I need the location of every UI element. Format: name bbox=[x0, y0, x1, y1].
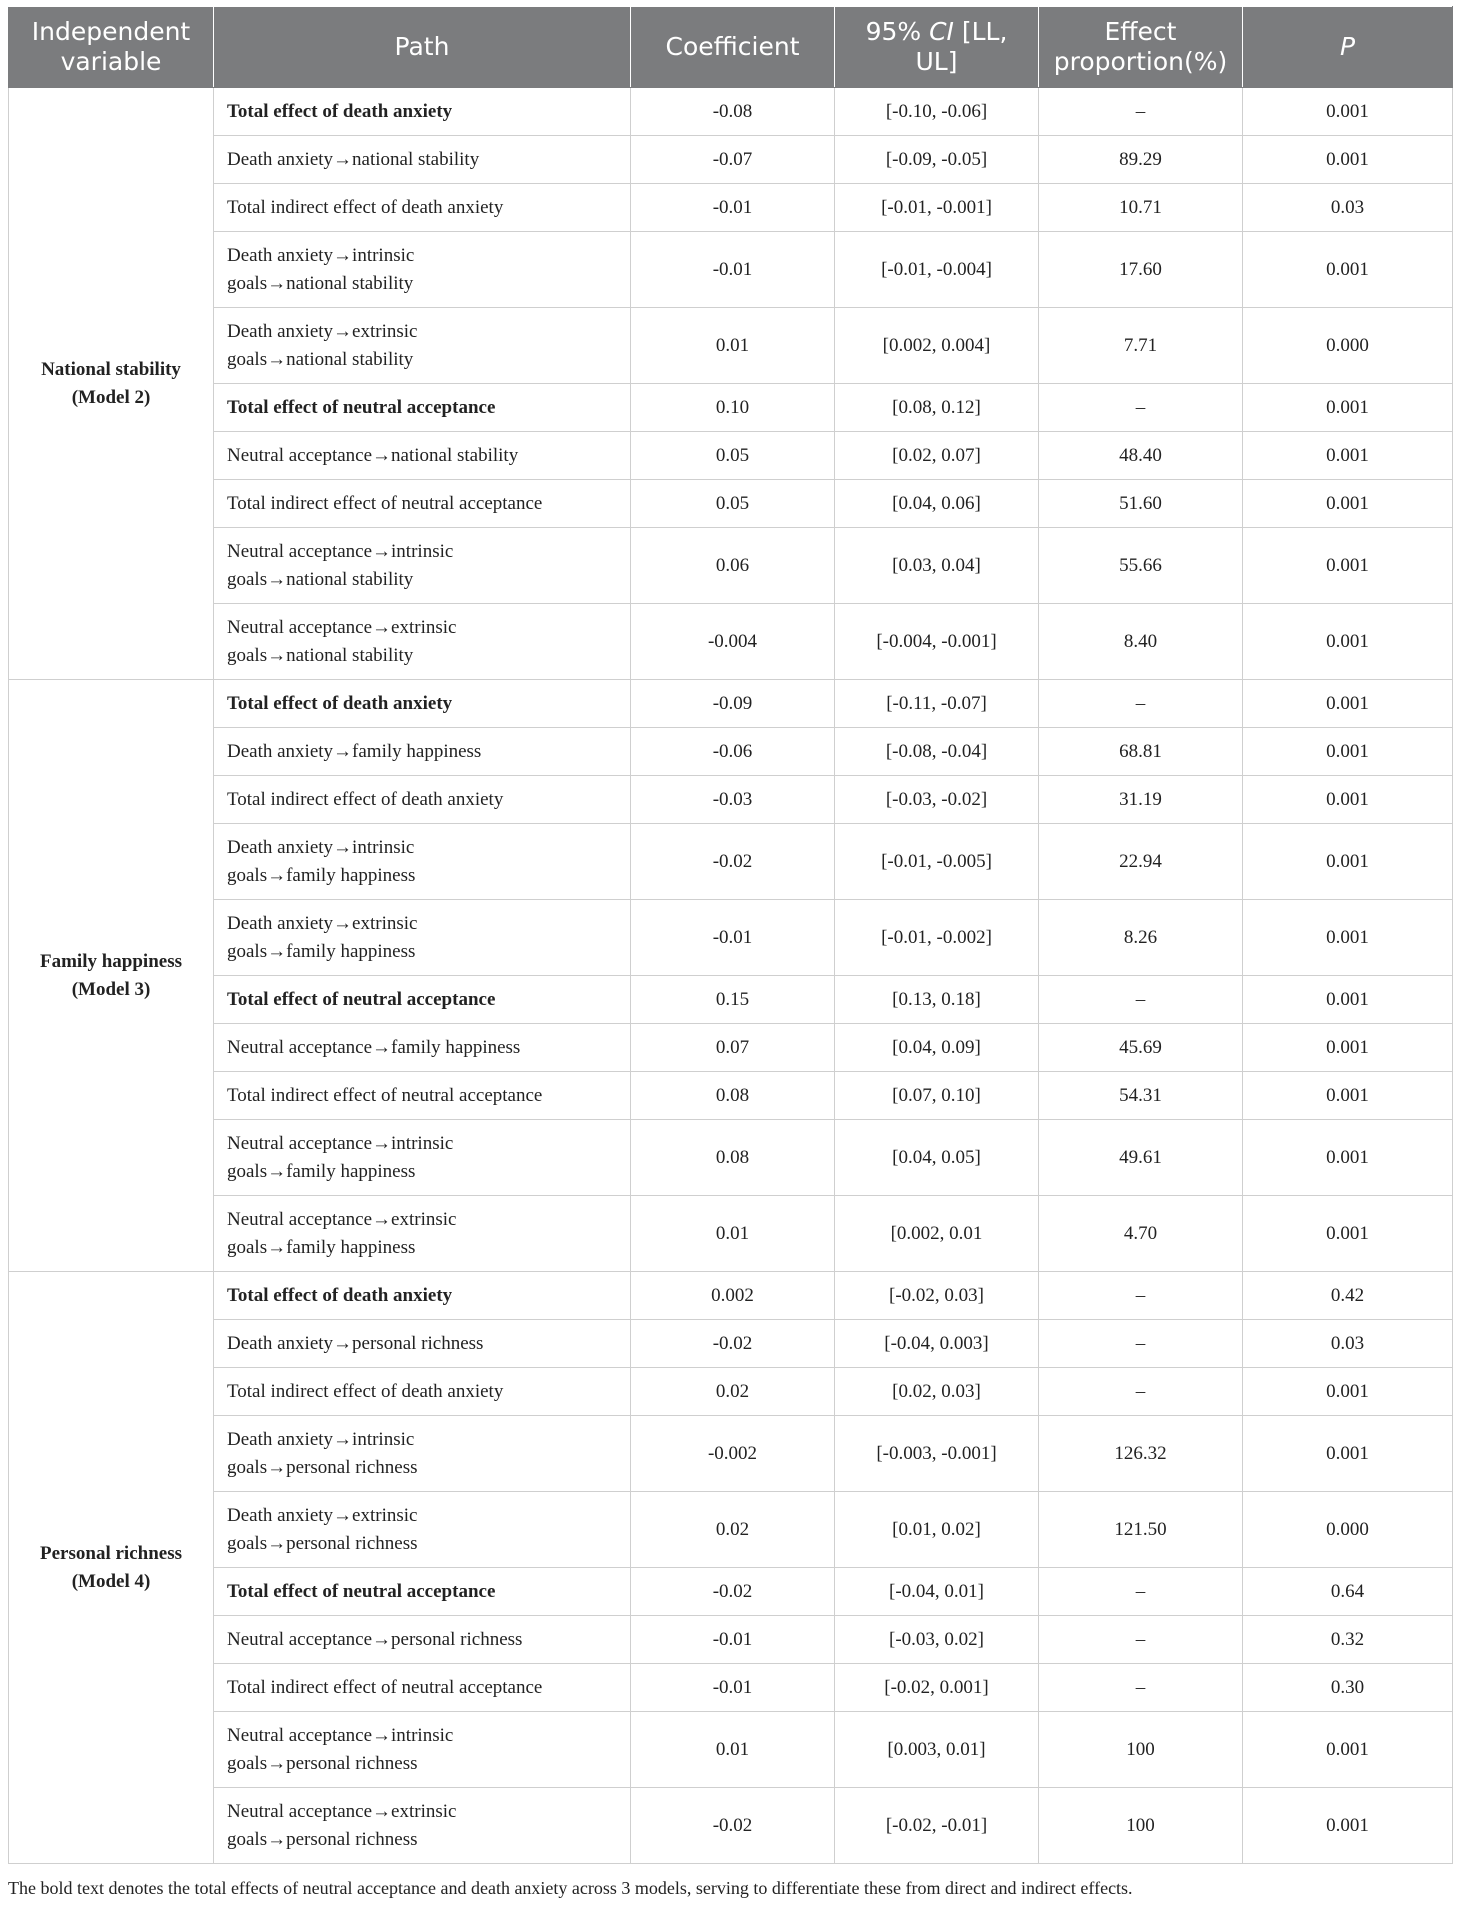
p-value-cell: 0.001 bbox=[1243, 824, 1453, 900]
path-text: Total effect of neutral acceptance bbox=[227, 396, 496, 418]
effect-proportion-cell: 126.32 bbox=[1039, 1416, 1243, 1492]
path-cell bbox=[214, 432, 631, 480]
header-coefficient: Coefficient bbox=[631, 7, 835, 88]
effect-proportion-cell: 4.70 bbox=[1039, 1196, 1243, 1272]
ci-cell: [-0.01, -0.001] bbox=[835, 184, 1039, 232]
path-text: Total effect of death anxiety bbox=[227, 100, 453, 122]
path-text: Death anxiety→intrinsic bbox=[227, 836, 415, 858]
path-cell bbox=[214, 1492, 631, 1568]
coefficient-cell: 0.08 bbox=[631, 1072, 835, 1120]
table-row bbox=[9, 824, 1453, 900]
path-text: Total effect of death anxiety bbox=[227, 1284, 453, 1306]
ci-cell: [0.13, 0.18] bbox=[835, 976, 1039, 1024]
p-value-cell: 0.64 bbox=[1243, 1568, 1453, 1616]
table-row bbox=[9, 1568, 1453, 1616]
coefficient-cell: -0.08 bbox=[631, 88, 835, 136]
table-row bbox=[9, 1320, 1453, 1368]
path-text-continued: goals→personal richness bbox=[227, 1456, 418, 1478]
path-cell bbox=[214, 728, 631, 776]
coefficient-cell: -0.07 bbox=[631, 136, 835, 184]
path-text: Total indirect effect of neutral acceptance bbox=[227, 1084, 543, 1106]
effect-proportion-cell: – bbox=[1039, 1320, 1243, 1368]
effect-proportion-cell: 100 bbox=[1039, 1788, 1243, 1864]
table-row bbox=[9, 1492, 1453, 1568]
header-effect-proportion: Effect proportion(%) bbox=[1039, 7, 1243, 88]
header-ci bbox=[835, 7, 1039, 88]
effect-proportion-cell: – bbox=[1039, 384, 1243, 432]
path-text: Total indirect effect of death anxiety bbox=[227, 196, 504, 218]
ci-cell: [0.003, 0.01] bbox=[835, 1712, 1039, 1788]
coefficient-cell: -0.03 bbox=[631, 776, 835, 824]
table-row bbox=[9, 88, 1453, 136]
path-cell bbox=[214, 384, 631, 432]
coefficient-cell: 0.07 bbox=[631, 1024, 835, 1072]
group-name: National stability bbox=[41, 358, 181, 380]
table-row bbox=[9, 384, 1453, 432]
path-cell bbox=[214, 604, 631, 680]
coefficient-cell: -0.01 bbox=[631, 900, 835, 976]
coefficient-cell: -0.09 bbox=[631, 680, 835, 728]
path-text: Death anxiety→extrinsic bbox=[227, 912, 418, 934]
path-text: Neutral acceptance→extrinsic bbox=[227, 1208, 457, 1230]
p-value-cell: 0.001 bbox=[1243, 232, 1453, 308]
p-value-cell: 0.001 bbox=[1243, 1196, 1453, 1272]
effect-proportion-cell: – bbox=[1039, 1664, 1243, 1712]
coefficient-cell: -0.002 bbox=[631, 1416, 835, 1492]
path-cell bbox=[214, 1568, 631, 1616]
path-text: Total indirect effect of death anxiety bbox=[227, 1380, 504, 1402]
path-cell bbox=[214, 136, 631, 184]
p-value-cell: 0.001 bbox=[1243, 528, 1453, 604]
effect-proportion-cell: – bbox=[1039, 1368, 1243, 1416]
path-cell bbox=[214, 1788, 631, 1864]
path-text: Death anxiety→national stability bbox=[227, 148, 480, 170]
header-p bbox=[1243, 7, 1453, 88]
coefficient-cell: 0.002 bbox=[631, 1272, 835, 1320]
effect-proportion-cell: 49.61 bbox=[1039, 1120, 1243, 1196]
path-cell bbox=[214, 88, 631, 136]
path-cell bbox=[214, 900, 631, 976]
path-cell bbox=[214, 184, 631, 232]
coefficient-cell: 0.01 bbox=[631, 1196, 835, 1272]
ci-cell: [-0.01, -0.005] bbox=[835, 824, 1039, 900]
path-text: Neutral acceptance→personal richness bbox=[227, 1628, 523, 1650]
path-text: Neutral acceptance→intrinsic bbox=[227, 540, 454, 562]
ci-cell: [-0.02, -0.01] bbox=[835, 1788, 1039, 1864]
table-container bbox=[8, 6, 1452, 1864]
path-cell bbox=[214, 1664, 631, 1712]
effect-proportion-cell: 17.60 bbox=[1039, 232, 1243, 308]
path-cell bbox=[214, 1072, 631, 1120]
effect-proportion-cell: 48.40 bbox=[1039, 432, 1243, 480]
path-cell bbox=[214, 776, 631, 824]
table-row bbox=[9, 604, 1453, 680]
p-value-cell: 0.001 bbox=[1243, 432, 1453, 480]
group-name: Family happiness bbox=[39, 950, 182, 972]
path-text-continued: goals→national stability bbox=[227, 272, 414, 294]
coefficient-cell: 0.06 bbox=[631, 528, 835, 604]
p-value-cell: 0.03 bbox=[1243, 184, 1453, 232]
path-text: Death anxiety→personal richness bbox=[227, 1332, 484, 1354]
ci-cell: [0.04, 0.09] bbox=[835, 1024, 1039, 1072]
table-row bbox=[9, 432, 1453, 480]
coefficient-cell: 0.02 bbox=[631, 1492, 835, 1568]
effect-proportion-cell: – bbox=[1039, 1568, 1243, 1616]
group-model: (Model 2) bbox=[71, 386, 151, 408]
path-cell bbox=[214, 1616, 631, 1664]
coefficient-cell: -0.02 bbox=[631, 1568, 835, 1616]
path-text: Death anxiety→extrinsic bbox=[227, 320, 418, 342]
path-cell bbox=[214, 824, 631, 900]
p-value-cell: 0.000 bbox=[1243, 308, 1453, 384]
path-cell bbox=[214, 1416, 631, 1492]
p-value-cell: 0.001 bbox=[1243, 1788, 1453, 1864]
path-text-continued: goals→personal richness bbox=[227, 1752, 418, 1774]
header-independent-variable: Independent variable bbox=[9, 7, 214, 88]
ci-cell: [-0.04, 0.01] bbox=[835, 1568, 1039, 1616]
coefficient-cell: -0.02 bbox=[631, 1320, 835, 1368]
p-value-cell: 0.30 bbox=[1243, 1664, 1453, 1712]
group-name: Personal richness bbox=[40, 1542, 182, 1564]
p-value-cell: 0.001 bbox=[1243, 1120, 1453, 1196]
coefficient-cell: -0.01 bbox=[631, 184, 835, 232]
path-cell bbox=[214, 528, 631, 604]
path-text: Neutral acceptance→national stability bbox=[227, 444, 519, 466]
group-label bbox=[9, 88, 214, 680]
table-row bbox=[9, 1712, 1453, 1788]
path-cell bbox=[214, 1272, 631, 1320]
ci-cell: [0.01, 0.02] bbox=[835, 1492, 1039, 1568]
effect-proportion-cell: 45.69 bbox=[1039, 1024, 1243, 1072]
p-value-cell: 0.001 bbox=[1243, 776, 1453, 824]
path-cell bbox=[214, 976, 631, 1024]
path-text: Death anxiety→family happiness bbox=[227, 740, 482, 762]
ci-cell: [0.002, 0.004] bbox=[835, 308, 1039, 384]
header-ci-prefix: 95% bbox=[865, 17, 930, 46]
table-row bbox=[9, 1196, 1453, 1272]
coefficient-cell: -0.06 bbox=[631, 728, 835, 776]
p-value-cell: 0.001 bbox=[1243, 680, 1453, 728]
effect-proportion-cell: 10.71 bbox=[1039, 184, 1243, 232]
header-ci-suffix: [LL, UL] bbox=[915, 17, 1008, 76]
group-label bbox=[9, 680, 214, 1272]
path-text: Total effect of neutral acceptance bbox=[227, 988, 496, 1010]
table-row bbox=[9, 1788, 1453, 1864]
ci-cell: [0.02, 0.03] bbox=[835, 1368, 1039, 1416]
p-value-cell: 0.001 bbox=[1243, 1416, 1453, 1492]
path-cell bbox=[214, 1196, 631, 1272]
table-row bbox=[9, 976, 1453, 1024]
coefficient-cell: -0.02 bbox=[631, 1788, 835, 1864]
coefficient-cell: 0.08 bbox=[631, 1120, 835, 1196]
ci-cell: [-0.003, -0.001] bbox=[835, 1416, 1039, 1492]
ci-cell: [0.04, 0.05] bbox=[835, 1120, 1039, 1196]
effect-proportion-cell: 7.71 bbox=[1039, 308, 1243, 384]
effect-proportion-cell: 100 bbox=[1039, 1712, 1243, 1788]
path-cell bbox=[214, 1024, 631, 1072]
table-row bbox=[9, 1272, 1453, 1320]
path-text-continued: goals→family happiness bbox=[227, 1236, 416, 1258]
table-row bbox=[9, 184, 1453, 232]
ci-cell: [-0.01, -0.002] bbox=[835, 900, 1039, 976]
coefficient-cell: 0.05 bbox=[631, 432, 835, 480]
table-row bbox=[9, 136, 1453, 184]
ci-cell: [-0.10, -0.06] bbox=[835, 88, 1039, 136]
effect-proportion-cell: 54.31 bbox=[1039, 1072, 1243, 1120]
effect-proportion-cell: 22.94 bbox=[1039, 824, 1243, 900]
effect-proportion-cell: – bbox=[1039, 88, 1243, 136]
group-label bbox=[9, 1272, 214, 1864]
ci-cell: [-0.04, 0.003] bbox=[835, 1320, 1039, 1368]
table-row bbox=[9, 1120, 1453, 1196]
coefficient-cell: 0.10 bbox=[631, 384, 835, 432]
effect-proportion-cell: – bbox=[1039, 976, 1243, 1024]
table-row bbox=[9, 776, 1453, 824]
coefficient-cell: -0.02 bbox=[631, 824, 835, 900]
coefficient-cell: 0.05 bbox=[631, 480, 835, 528]
table-row bbox=[9, 1616, 1453, 1664]
table-row bbox=[9, 1024, 1453, 1072]
effect-proportion-cell: 31.19 bbox=[1039, 776, 1243, 824]
coefficient-cell: -0.01 bbox=[631, 232, 835, 308]
header-row bbox=[9, 7, 1453, 88]
path-cell bbox=[214, 308, 631, 384]
ci-cell: [-0.03, 0.02] bbox=[835, 1616, 1039, 1664]
p-value-cell: 0.001 bbox=[1243, 1072, 1453, 1120]
path-text: Total effect of death anxiety bbox=[227, 692, 453, 714]
table-row bbox=[9, 1072, 1453, 1120]
ci-cell: [-0.09, -0.05] bbox=[835, 136, 1039, 184]
p-value-cell: 0.001 bbox=[1243, 728, 1453, 776]
p-value-cell: 0.001 bbox=[1243, 1368, 1453, 1416]
ci-cell: [-0.08, -0.04] bbox=[835, 728, 1039, 776]
effect-proportion-cell: – bbox=[1039, 1616, 1243, 1664]
path-text-continued: goals→family happiness bbox=[227, 940, 416, 962]
path-text: Total effect of neutral acceptance bbox=[227, 1580, 496, 1602]
effect-proportion-cell: – bbox=[1039, 1272, 1243, 1320]
path-text-continued: goals→national stability bbox=[227, 568, 414, 590]
table-row bbox=[9, 728, 1453, 776]
mediation-results-table bbox=[8, 6, 1453, 1864]
path-text-continued: goals→personal richness bbox=[227, 1532, 418, 1554]
p-value-cell: 0.001 bbox=[1243, 604, 1453, 680]
p-value-cell: 0.42 bbox=[1243, 1272, 1453, 1320]
table-row bbox=[9, 308, 1453, 384]
ci-cell: [0.07, 0.10] bbox=[835, 1072, 1039, 1120]
ci-cell: [0.002, 0.01 bbox=[835, 1196, 1039, 1272]
p-value-cell: 0.001 bbox=[1243, 480, 1453, 528]
table-row bbox=[9, 528, 1453, 604]
coefficient-cell: -0.01 bbox=[631, 1664, 835, 1712]
table-row bbox=[9, 480, 1453, 528]
ci-cell: [-0.03, -0.02] bbox=[835, 776, 1039, 824]
table-row bbox=[9, 900, 1453, 976]
path-cell bbox=[214, 1320, 631, 1368]
path-cell bbox=[214, 680, 631, 728]
path-text-continued: goals→personal richness bbox=[227, 1828, 418, 1850]
effect-proportion-cell: 89.29 bbox=[1039, 136, 1243, 184]
effect-proportion-cell: 8.40 bbox=[1039, 604, 1243, 680]
p-value-cell: 0.001 bbox=[1243, 384, 1453, 432]
table-row bbox=[9, 680, 1453, 728]
path-text: Death anxiety→intrinsic bbox=[227, 244, 415, 266]
ci-cell: [-0.01, -0.004] bbox=[835, 232, 1039, 308]
ci-cell: [0.08, 0.12] bbox=[835, 384, 1039, 432]
coefficient-cell: 0.01 bbox=[631, 1712, 835, 1788]
path-text: Neutral acceptance→extrinsic bbox=[227, 1800, 457, 1822]
path-text: Death anxiety→extrinsic bbox=[227, 1504, 418, 1526]
path-text: Neutral acceptance→intrinsic bbox=[227, 1132, 454, 1154]
path-text: Death anxiety→intrinsic bbox=[227, 1428, 415, 1450]
path-text: Neutral acceptance→intrinsic bbox=[227, 1724, 454, 1746]
group-model: (Model 4) bbox=[71, 1570, 151, 1592]
p-value-cell: 0.001 bbox=[1243, 1712, 1453, 1788]
coefficient-cell: 0.02 bbox=[631, 1368, 835, 1416]
path-text-continued: goals→family happiness bbox=[227, 864, 416, 886]
effect-proportion-cell: 8.26 bbox=[1039, 900, 1243, 976]
header-p-label: P bbox=[1339, 32, 1356, 61]
path-cell bbox=[214, 1368, 631, 1416]
effect-proportion-cell: – bbox=[1039, 680, 1243, 728]
path-text: Total indirect effect of neutral acceptance bbox=[227, 1676, 543, 1698]
ci-cell: [0.03, 0.04] bbox=[835, 528, 1039, 604]
path-cell bbox=[214, 1712, 631, 1788]
path-cell bbox=[214, 1120, 631, 1196]
effect-proportion-cell: 68.81 bbox=[1039, 728, 1243, 776]
path-text: Total indirect effect of death anxiety bbox=[227, 788, 504, 810]
path-text-continued: goals→family happiness bbox=[227, 1160, 416, 1182]
header-ci-italic: CI bbox=[929, 17, 954, 46]
path-text: Neutral acceptance→family happiness bbox=[227, 1036, 521, 1058]
p-value-cell: 0.03 bbox=[1243, 1320, 1453, 1368]
path-text: Neutral acceptance→extrinsic bbox=[227, 616, 457, 638]
coefficient-cell: 0.15 bbox=[631, 976, 835, 1024]
p-value-cell: 0.001 bbox=[1243, 88, 1453, 136]
effect-proportion-cell: 121.50 bbox=[1039, 1492, 1243, 1568]
p-value-cell: 0.000 bbox=[1243, 1492, 1453, 1568]
ci-cell: [-0.02, 0.001] bbox=[835, 1664, 1039, 1712]
table-footnote: The bold text denotes the total effects of neutral acceptance and death anxiety across 3 models, serving to differentiate these from direct and indirect effects. bbox=[8, 1878, 1133, 1898]
ci-cell: [0.04, 0.06] bbox=[835, 480, 1039, 528]
ci-cell: [-0.11, -0.07] bbox=[835, 680, 1039, 728]
table-row bbox=[9, 1368, 1453, 1416]
p-value-cell: 0.32 bbox=[1243, 1616, 1453, 1664]
p-value-cell: 0.001 bbox=[1243, 1024, 1453, 1072]
table-row bbox=[9, 1416, 1453, 1492]
p-value-cell: 0.001 bbox=[1243, 900, 1453, 976]
effect-proportion-cell: 55.66 bbox=[1039, 528, 1243, 604]
ci-cell: [-0.004, -0.001] bbox=[835, 604, 1039, 680]
ci-cell: [0.02, 0.07] bbox=[835, 432, 1039, 480]
coefficient-cell: -0.004 bbox=[631, 604, 835, 680]
table-row bbox=[9, 232, 1453, 308]
p-value-cell: 0.001 bbox=[1243, 136, 1453, 184]
coefficient-cell: -0.01 bbox=[631, 1616, 835, 1664]
coefficient-cell: 0.01 bbox=[631, 308, 835, 384]
ci-cell: [-0.02, 0.03] bbox=[835, 1272, 1039, 1320]
path-cell bbox=[214, 232, 631, 308]
table-row bbox=[9, 1664, 1453, 1712]
path-cell bbox=[214, 480, 631, 528]
path-text: Total indirect effect of neutral acceptance bbox=[227, 492, 543, 514]
path-text-continued: goals→national stability bbox=[227, 348, 414, 370]
effect-proportion-cell: 51.60 bbox=[1039, 480, 1243, 528]
header-path: Path bbox=[214, 7, 631, 88]
group-model: (Model 3) bbox=[71, 978, 151, 1000]
path-text-continued: goals→national stability bbox=[227, 644, 414, 666]
p-value-cell: 0.001 bbox=[1243, 976, 1453, 1024]
table-body bbox=[9, 88, 1453, 1864]
